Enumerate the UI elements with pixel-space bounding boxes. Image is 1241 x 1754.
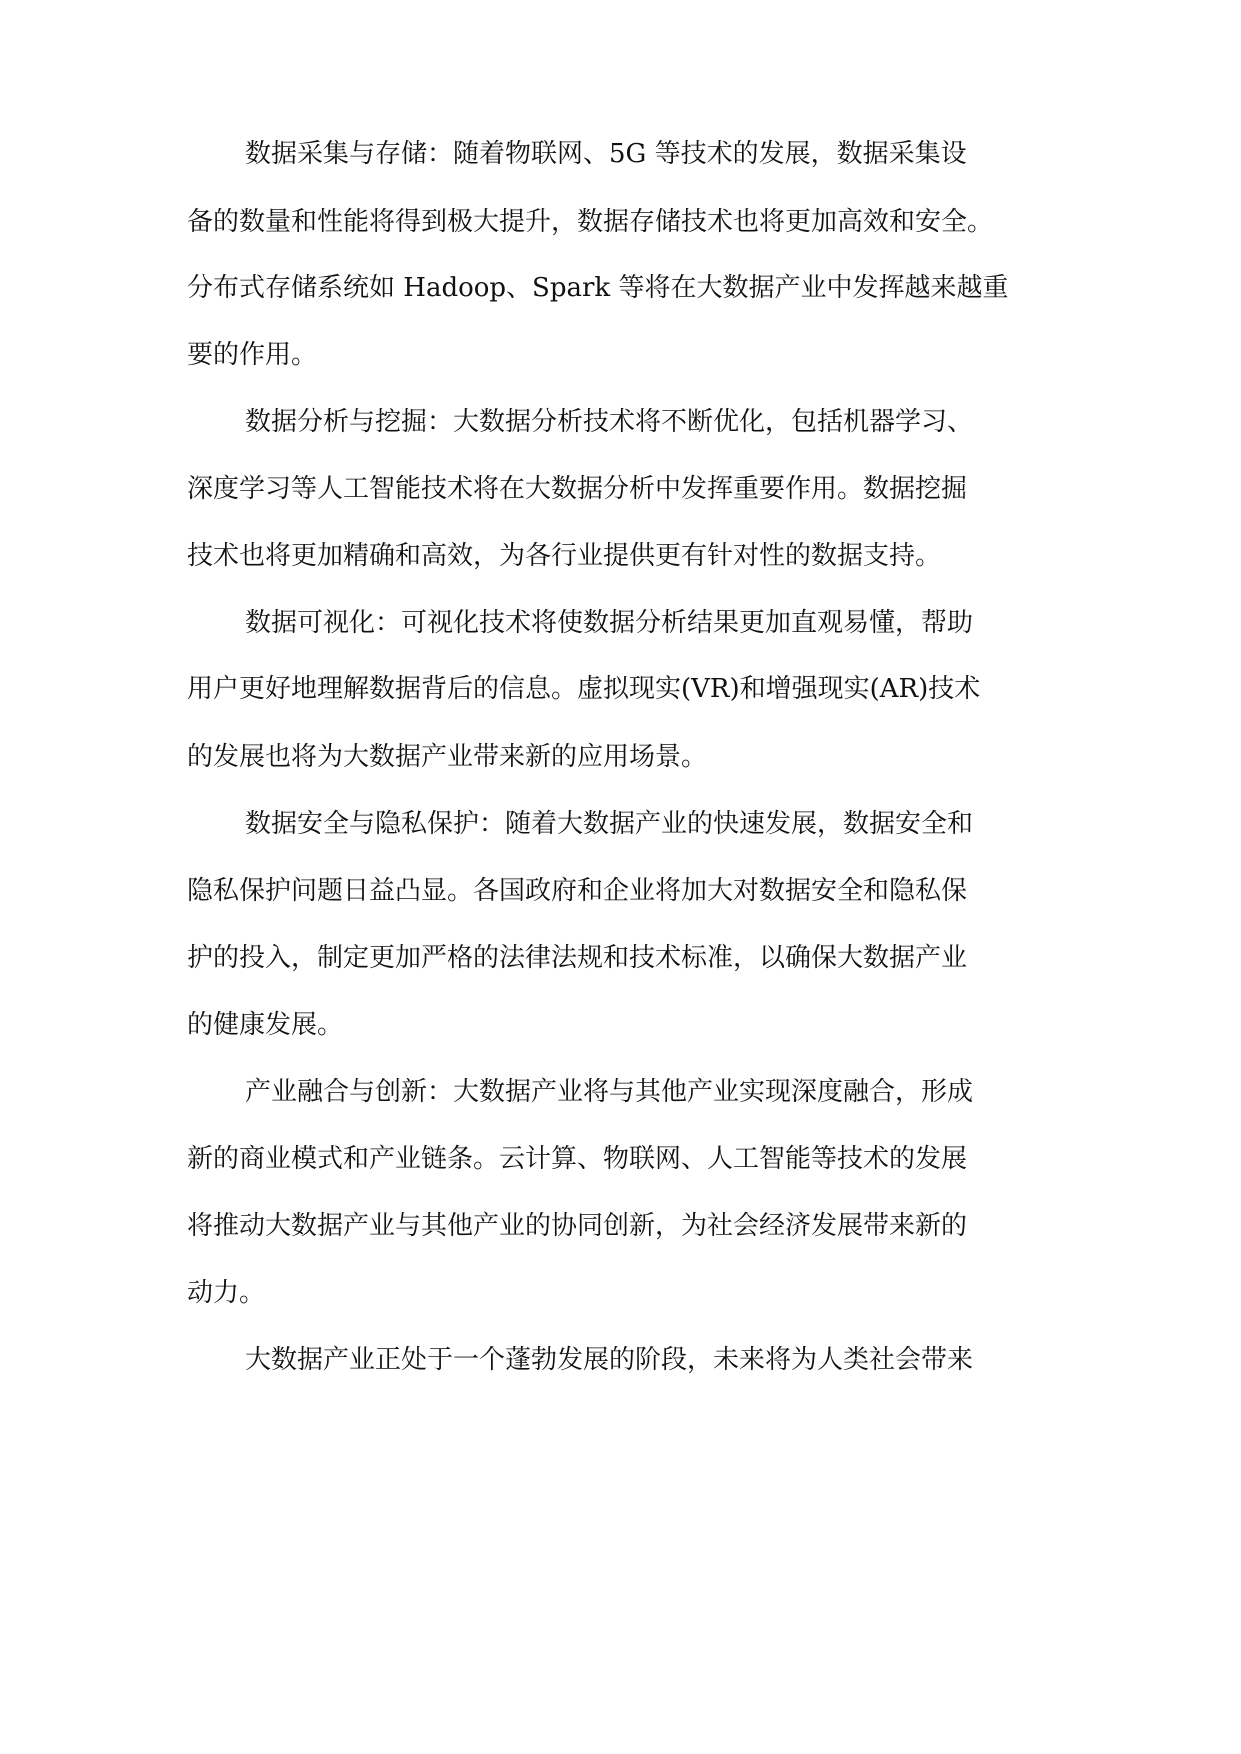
para-1-line-2: 备的数量和性能将得到极大提升，数据存储技术也将更加高效和安全。 [187, 207, 994, 237]
para-4-line-4: 的健康发展。 [187, 1010, 344, 1040]
para-4-line-2: 隐私保护问题日益凸显。各国政府和企业将加大对数据安全和隐私保 [187, 876, 968, 906]
para-5-line-3: 将推动大数据产业与其他产业的协同创新，为社会经济发展带来新的 [187, 1211, 968, 1241]
para-1-line-4: 要的作用。 [187, 340, 318, 370]
para-5-line-2: 新的商业模式和产业链条。云计算、物联网、人工智能等技术的发展 [187, 1144, 968, 1174]
para-3-line-3: 的发展也将为大数据产业带来新的应用场景。 [187, 742, 708, 772]
para-4-line-1: 数据安全与隐私保护：随着大数据产业的快速发展，数据安全和 [245, 809, 974, 839]
para-1-line-1: 数据采集与存储：随着物联网、5G 等技术的发展，数据采集设 [245, 139, 967, 169]
para-4-line-3: 护的投入，制定更加严格的法律法规和技术标准，以确保大数据产业 [187, 943, 968, 973]
para-1-line-3: 分布式存储系统如 Hadoop、Spark 等将在大数据产业中发挥越来越重 [187, 273, 1009, 303]
para-3-line-2: 用户更好地理解数据背后的信息。虚拟现实(VR)和增强现实(AR)技术 [187, 674, 981, 704]
para-2-line-3: 技术也将更加精确和高效，为各行业提供更有针对性的数据支持。 [187, 541, 942, 571]
para-5-line-1: 产业融合与创新：大数据产业将与其他产业实现深度融合，形成 [245, 1077, 974, 1107]
para-6-line-1: 大数据产业正处于一个蓬勃发展的阶段，未来将为人类社会带来 [245, 1345, 974, 1375]
para-2-line-2: 深度学习等人工智能技术将在大数据分析中发挥重要作用。数据挖掘 [187, 474, 968, 504]
para-2-line-1: 数据分析与挖掘：大数据分析技术将不断优化，包括机器学习、 [245, 407, 974, 437]
para-5-line-4: 动力。 [187, 1278, 266, 1308]
para-3-line-1: 数据可视化：可视化技术将使数据分析结果更加直观易懂，帮助 [245, 608, 974, 638]
